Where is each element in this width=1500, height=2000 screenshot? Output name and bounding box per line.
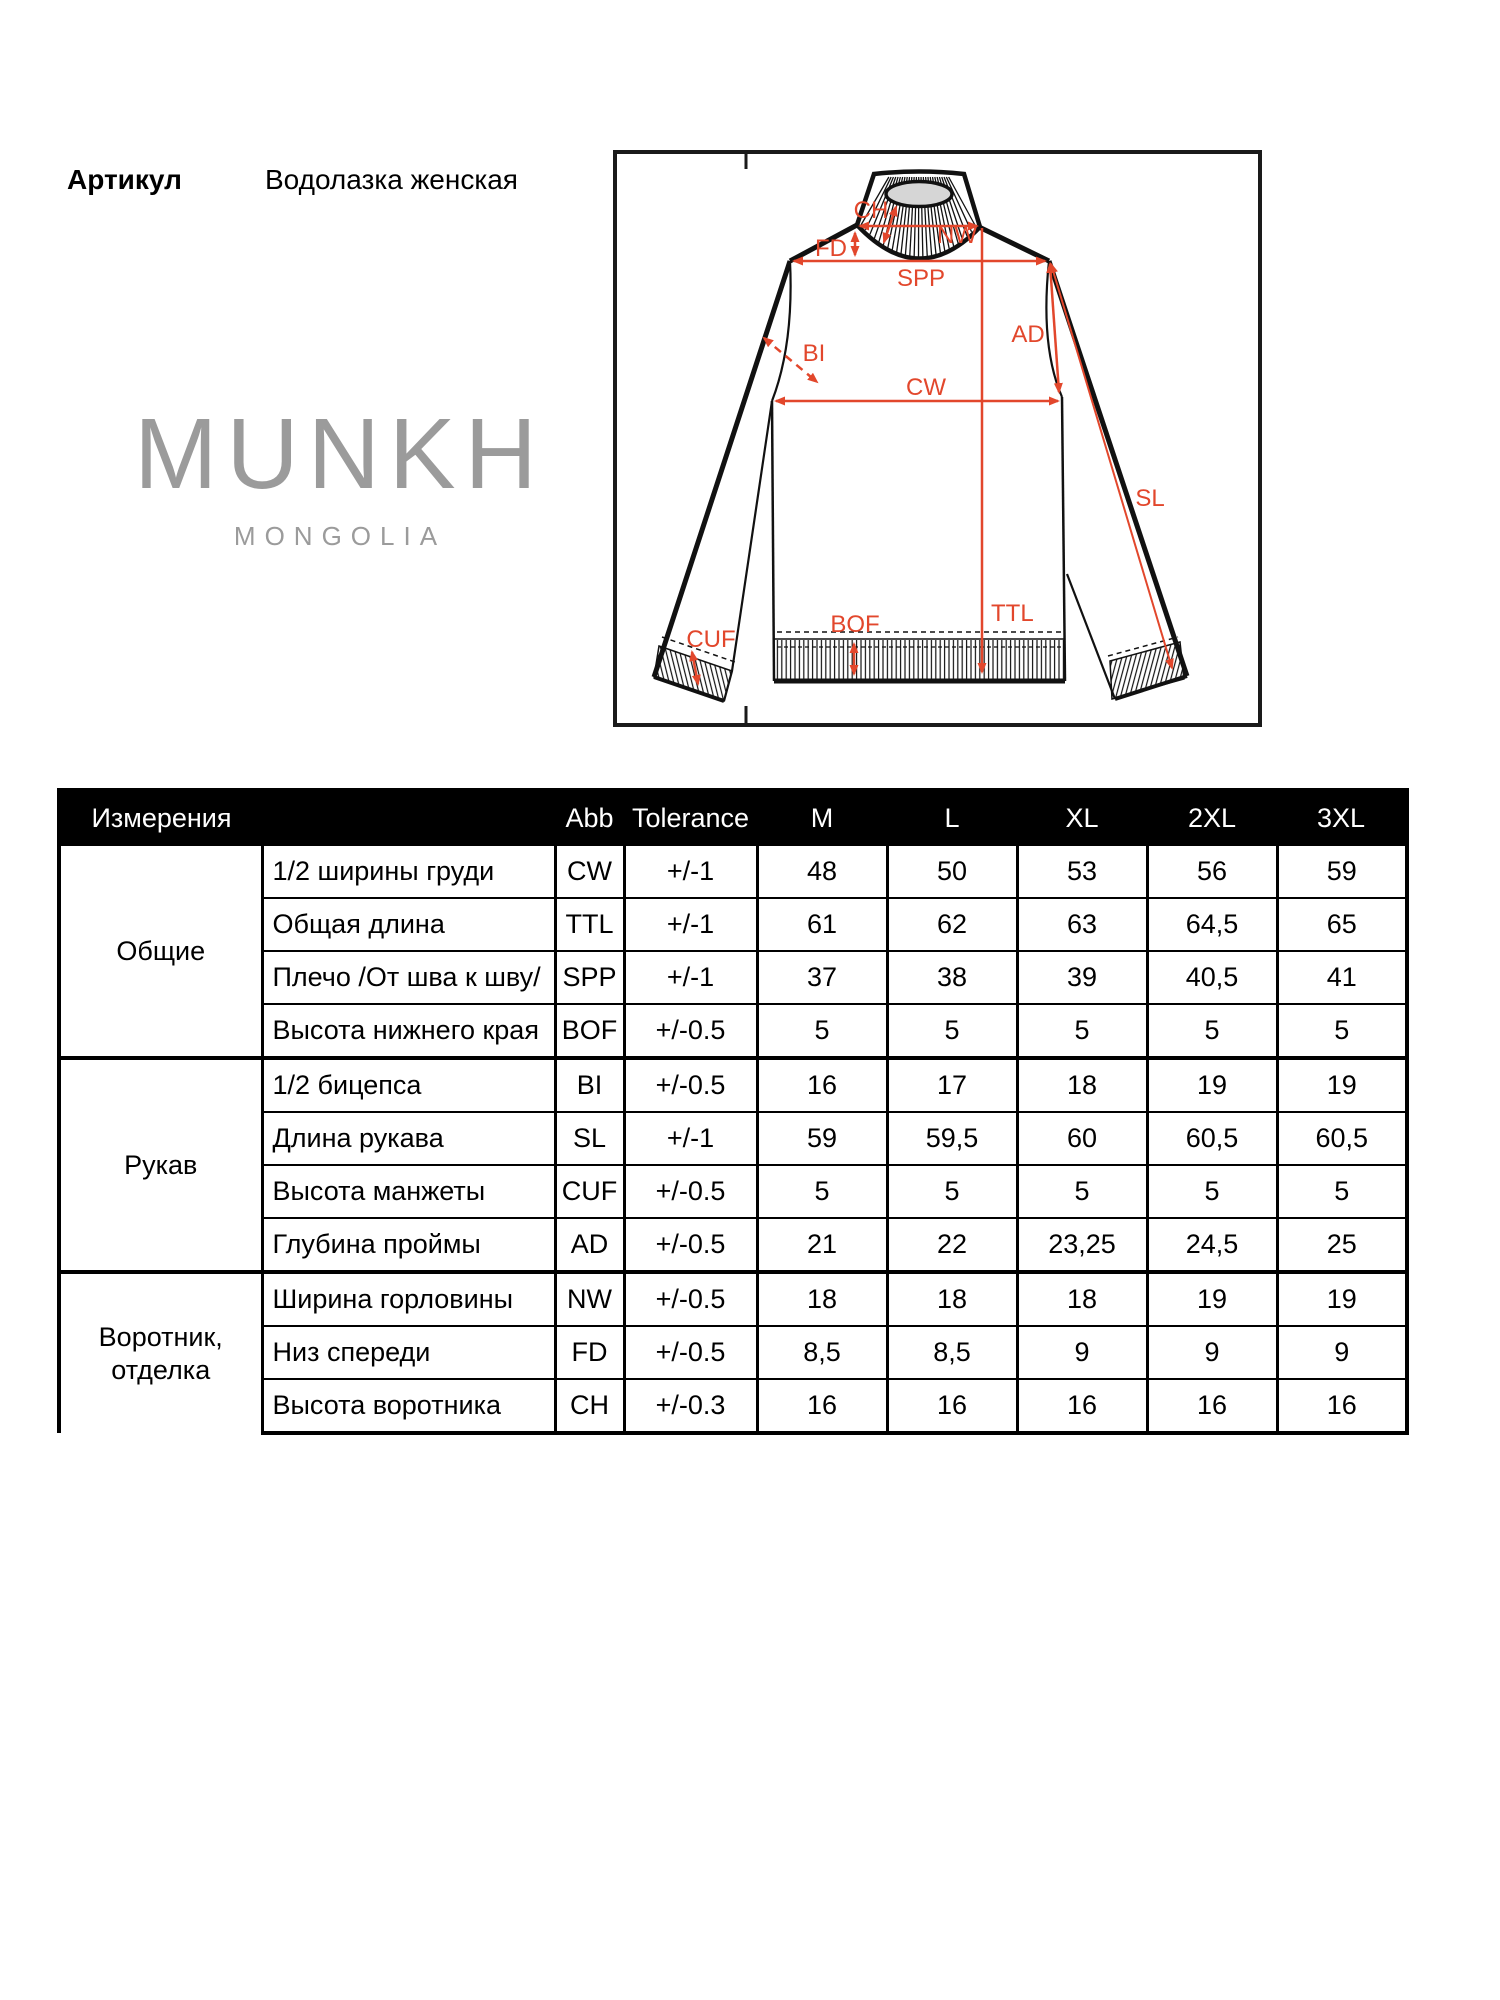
label-bof: BOF <box>830 611 880 638</box>
value-cell: 18 <box>757 1272 887 1326</box>
value-cell: 37 <box>757 951 887 1004</box>
value-cell: 38 <box>887 951 1017 1004</box>
value-cell: 18 <box>1017 1272 1147 1326</box>
measurement-name-cell: Плечо /От шва к шву/ <box>262 951 555 1004</box>
tolerance-cell: +/-0.5 <box>624 1004 757 1058</box>
value-cell: 41 <box>1277 951 1407 1004</box>
tolerance-cell: +/-1 <box>624 845 757 898</box>
value-cell: 19 <box>1277 1272 1407 1326</box>
label-cuf: CUF <box>686 626 736 653</box>
abb-cell: TTL <box>555 898 624 951</box>
header-measure-name <box>262 790 555 845</box>
article-title: Водолазка женская <box>265 164 518 195</box>
value-cell: 24,5 <box>1147 1218 1277 1272</box>
brand-logo-wordmark: MUNKH <box>134 398 546 510</box>
measurement-name-cell: Высота воротника <box>262 1379 555 1433</box>
measurement-name-cell: Высота манжеты <box>262 1165 555 1218</box>
value-cell: 39 <box>1017 951 1147 1004</box>
tolerance-cell: +/-1 <box>624 951 757 1004</box>
value-cell: 21 <box>757 1218 887 1272</box>
value-cell: 40,5 <box>1147 951 1277 1004</box>
table-row <box>59 1058 1407 1112</box>
abb-cell: SL <box>555 1112 624 1165</box>
header-size-3xl: 3XL <box>1277 790 1407 845</box>
table-row <box>59 1379 1407 1433</box>
value-cell: 60,5 <box>1147 1112 1277 1165</box>
value-cell: 5 <box>1017 1004 1147 1058</box>
value-cell: 63 <box>1017 898 1147 951</box>
tolerance-cell: +/-0.5 <box>624 1058 757 1112</box>
article-label: Артикул <box>67 164 182 195</box>
value-cell: 5 <box>1017 1165 1147 1218</box>
label-fd: FD <box>815 235 847 262</box>
value-cell: 19 <box>1147 1058 1277 1112</box>
value-cell: 9 <box>1017 1326 1147 1379</box>
value-cell: 50 <box>887 845 1017 898</box>
value-cell: 5 <box>887 1004 1017 1058</box>
group-cell: Воротник, отделка <box>59 1272 262 1433</box>
table-row <box>59 1326 1407 1379</box>
value-cell: 60,5 <box>1277 1112 1407 1165</box>
label-spp: SPP <box>896 265 946 292</box>
value-cell: 60 <box>1017 1112 1147 1165</box>
value-cell: 25 <box>1277 1218 1407 1272</box>
abb-cell: BI <box>555 1058 624 1112</box>
measurement-name-cell: 1/2 ширины груди <box>262 845 555 898</box>
abb-cell: CH <box>555 1379 624 1433</box>
size-table <box>57 788 1409 1435</box>
abb-cell: SPP <box>555 951 624 1004</box>
tolerance-cell: +/-1 <box>624 898 757 951</box>
measurement-name-cell: Высота нижнего края <box>262 1004 555 1058</box>
neck-opening <box>886 182 952 207</box>
abb-cell: BOF <box>555 1004 624 1058</box>
value-cell: 19 <box>1147 1272 1277 1326</box>
garment-diagram <box>613 150 1262 727</box>
header-size-2xl: 2XL <box>1147 790 1277 845</box>
tolerance-cell: +/-0.5 <box>624 1165 757 1218</box>
value-cell: 5 <box>1147 1165 1277 1218</box>
abb-cell: CUF <box>555 1165 624 1218</box>
value-cell: 16 <box>757 1058 887 1112</box>
header-size-m: M <box>757 790 887 845</box>
tolerance-cell: +/-0.3 <box>624 1379 757 1433</box>
value-cell: 48 <box>757 845 887 898</box>
value-cell: 62 <box>887 898 1017 951</box>
value-cell: 18 <box>1017 1058 1147 1112</box>
table-row <box>59 898 1407 951</box>
value-cell: 53 <box>1017 845 1147 898</box>
value-cell: 22 <box>887 1218 1017 1272</box>
value-cell: 5 <box>1147 1004 1277 1058</box>
value-cell: 59,5 <box>887 1112 1017 1165</box>
table-row <box>59 845 1407 898</box>
sweater-sketch <box>617 154 1258 723</box>
measurement-name-cell: Длина рукава <box>262 1112 555 1165</box>
value-cell: 16 <box>887 1379 1017 1433</box>
header-abb: Abb <box>555 790 624 845</box>
value-cell: 9 <box>1277 1326 1407 1379</box>
value-cell: 9 <box>1147 1326 1277 1379</box>
label-ch: CH <box>853 197 889 224</box>
table-row <box>59 1272 1407 1326</box>
table-row <box>59 1004 1407 1058</box>
value-cell: 5 <box>1277 1004 1407 1058</box>
measurement-name-cell: Низ спереди <box>262 1326 555 1379</box>
value-cell: 5 <box>757 1004 887 1058</box>
value-cell: 18 <box>887 1272 1017 1326</box>
value-cell: 56 <box>1147 845 1277 898</box>
header-tolerance: Tolerance <box>624 790 757 845</box>
measurement-name-cell: Ширина горловины <box>262 1272 555 1326</box>
tolerance-cell: +/-0.5 <box>624 1218 757 1272</box>
measurement-name-cell: Общая длина <box>262 898 555 951</box>
label-nw: NW <box>937 222 977 249</box>
brand-logo <box>128 398 552 552</box>
header-size-xl: XL <box>1017 790 1147 845</box>
value-cell: 16 <box>757 1379 887 1433</box>
header-size-l: L <box>887 790 1017 845</box>
table-left-border-notch <box>57 1405 61 1414</box>
measurement-name-cell: Глубина проймы <box>262 1218 555 1272</box>
measurement-name-cell: 1/2 бицепса <box>262 1058 555 1112</box>
value-cell: 8,5 <box>887 1326 1017 1379</box>
label-ttl: TTL <box>991 600 1034 627</box>
table-row <box>59 1218 1407 1272</box>
value-cell: 16 <box>1017 1379 1147 1433</box>
value-cell: 5 <box>1277 1165 1407 1218</box>
abb-cell: FD <box>555 1326 624 1379</box>
header-measurements: Измерения <box>59 790 262 845</box>
value-cell: 8,5 <box>757 1326 887 1379</box>
label-bi: BI <box>802 340 826 367</box>
group-cell: Рукав <box>59 1058 262 1272</box>
tolerance-cell: +/-0.5 <box>624 1326 757 1379</box>
table-header-row <box>59 790 1407 845</box>
value-cell: 19 <box>1277 1058 1407 1112</box>
value-cell: 64,5 <box>1147 898 1277 951</box>
label-sl: SL <box>1135 485 1165 512</box>
table-row <box>59 1165 1407 1218</box>
table-row <box>59 1112 1407 1165</box>
value-cell: 17 <box>887 1058 1017 1112</box>
value-cell: 5 <box>757 1165 887 1218</box>
tolerance-cell: +/-0.5 <box>624 1272 757 1326</box>
tolerance-cell: +/-1 <box>624 1112 757 1165</box>
label-cw: CW <box>906 374 946 401</box>
size-table-body <box>59 845 1407 1433</box>
value-cell: 16 <box>1277 1379 1407 1433</box>
group-cell: Общие <box>59 845 262 1058</box>
label-ad: AD <box>1011 321 1045 348</box>
value-cell: 5 <box>887 1165 1017 1218</box>
value-cell: 59 <box>1277 845 1407 898</box>
abb-cell: NW <box>555 1272 624 1326</box>
table-row <box>59 951 1407 1004</box>
value-cell: 61 <box>757 898 887 951</box>
value-cell: 59 <box>757 1112 887 1165</box>
brand-logo-subtitle: MONGOLIA <box>233 521 447 551</box>
value-cell: 23,25 <box>1017 1218 1147 1272</box>
abb-cell: CW <box>555 845 624 898</box>
value-cell: 65 <box>1277 898 1407 951</box>
value-cell: 16 <box>1147 1379 1277 1433</box>
hem-ribbing <box>775 640 1064 681</box>
abb-cell: AD <box>555 1218 624 1272</box>
